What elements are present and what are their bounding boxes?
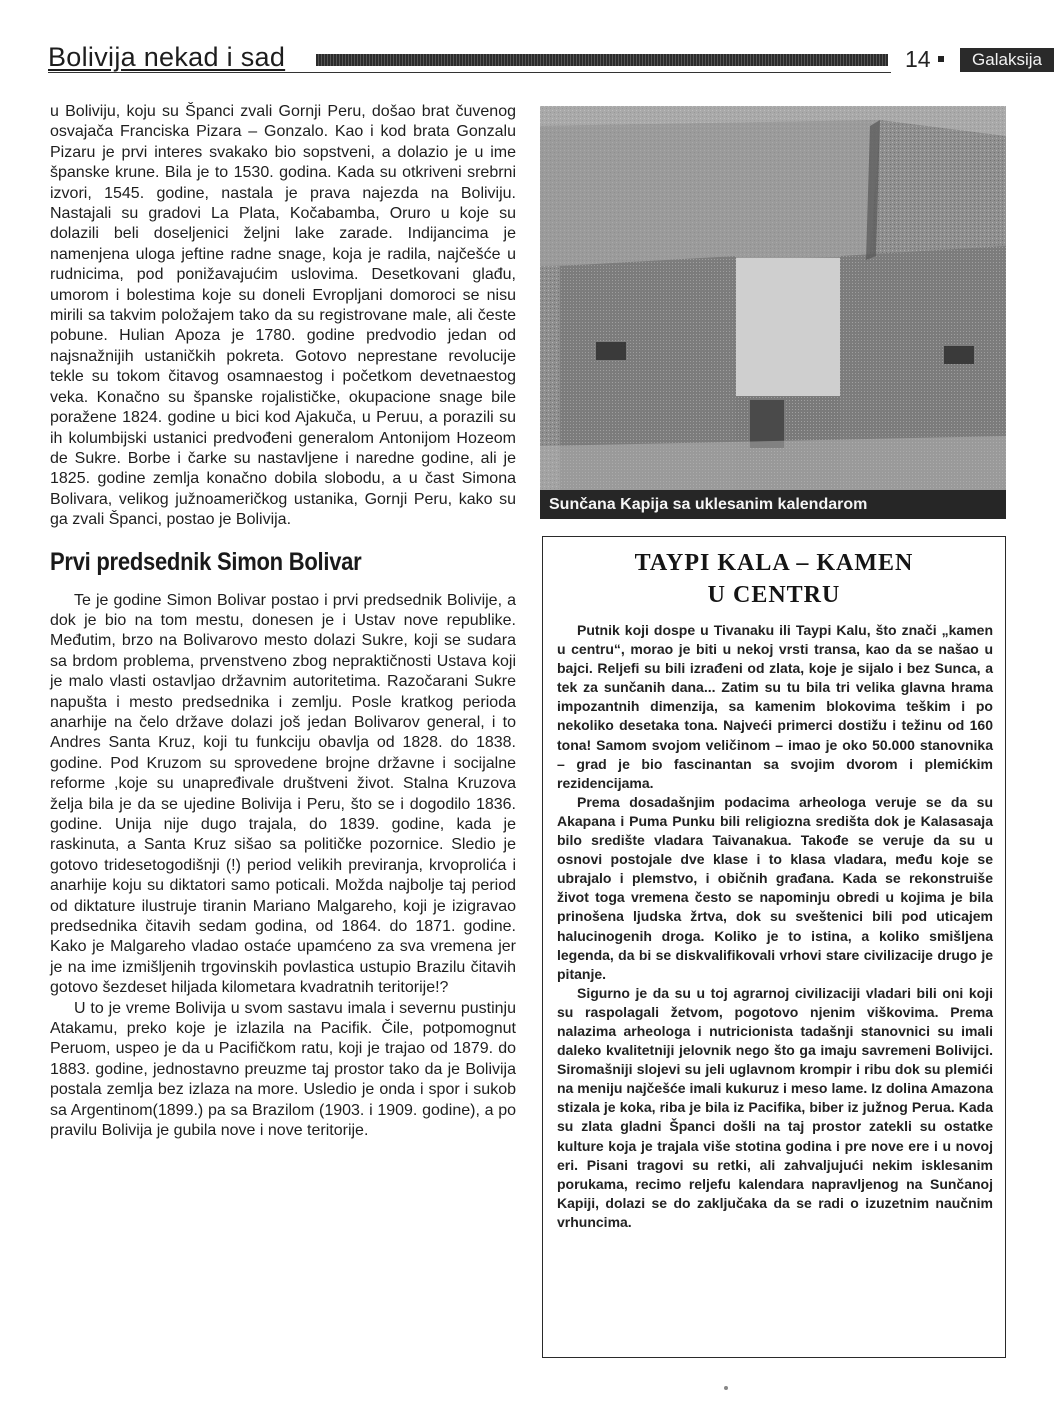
page-number: 14	[905, 46, 931, 72]
sidebar-title-line: TAYPI KALA – KAMEN	[634, 550, 914, 576]
sidebar-paragraph: Sigurno je da su u toj agrarnoj civilizaciji vladari bili oni koji su raspolagali žetvom, pogotovo njenim viškovima. Prema nalazima arheologa i nutricionista tadašnji stanovnici su imali daleko kvalitetniji jelovnik nego što ga imaju savremeni Bolivijci. Siromašniji slojevi su jeli uglavnom krompir i ribu dok su plemići na meniju najčešće imali kukuruz i meso lame. Iz dolina Amazona stizala je koka, riba je bila iz Pacifika, biber iz južnog Perua. Kada su zlata gladni Španci došli na taj prostor zatekli su ostatke kulture koja je trajala više stotina godina i pre nove ere i u novoj eri. Pisani tragovi su retki, ali zahvaljujući nekim isklesanim porukama, recimo reljefu kalendara napravljenog na Sunčanoj Kapiji, dolazi se do zaključaka da se radi o izuzetnim naučnim vrhuncima.	[557, 984, 993, 1230]
header-underline	[48, 72, 891, 73]
article-paragraph: u Boliviju, koju su Španci zvali Gornji Peru, došao brat čuvenog osvajača Franciska Pizara – Gonzalo. Kao i kod brata Gonzalu Pizaru je prvi interes svakako bio sopstveni, a dolazio je u ime španske krune. Bila je to 1530. godina. Kada su otkriveni srebrni izvori, 1545. godine, nastala je prava najezda na Boliviju. Nastajali su gradovi La Plata, Kočabamba, Oruro u koje su dolazili beli doseljenici željni lake zarade. Indijancima je namenjena uloga jeftine radne snage, koja je radila, najčešće u rudnicima, pod ponižavajućim uslovima. Desetkovani glađu, umorom i bolestima koje su doneli Evropljani domoroci se nisu mirili sa takvim položajem tako da su registrovane male, ali česte pobune. Hulian Apoza je 1780. godine predvodio jedan od najsnažnijih ustaničkih pokreta. Gotovo neprestane revolucije tekle su tokom čitavog osamnaestog i početkom devetnaestog veka. Konačno su španske rojalističke, okupacione snage bile poražene 1824. godine u bici kod Ajakuča, u Peruu, a porazili su ih kolumbijski ustanici predvođeni generalom Antonijom Hozeom de Sukre. Borbe i čarke su nastavljene i naredne godine, ali je 1825. godine zemlja konačno dobila slobodu, a u čast Simona Bolivara, velikog južnoameričkog ustanika, Gornji Peru, kako su ga zvali Španci, postao je Bolivija.	[50, 103, 516, 529]
page-header	[48, 42, 1042, 76]
sun-gate-illustration	[540, 106, 1006, 490]
article-left-column	[50, 102, 516, 1142]
sidebar-box	[542, 536, 1006, 1358]
article-subheading: Prvi predsednik Simon Bolivar	[50, 547, 362, 576]
print-speck	[724, 1386, 728, 1390]
sidebar-paragraph: Prema dosadašnjim podacima arheologa veruje se da su Akapana i Puma Punku bili religiozna središta dok je Kalasasaja bilo središte vladara Taivanakua. Takođe se veruje da su u osnovi postojale dve klase i to klasa vladara, među koje se ubrajalo i plemstvo, i običnih građana. Kada se rekonstruiše život toga vremena često se napominju obredi u kojima je bila prinošena ljudska žrtva, dok su sveštenici bili pod uticajem halucinogenih droga. Koliko je to istina, a koliko smišljena legenda, da bi se diskvalifikovali vrhovi stare civilizacije drugo je pitanje.	[557, 793, 993, 982]
sidebar-title	[543, 547, 1005, 611]
header-bullet	[938, 56, 944, 62]
sidebar-body	[557, 621, 993, 1232]
photo-caption: Sunčana Kapija sa uklesanim kalendarom	[540, 490, 1006, 519]
article-paragraph: U to je vreme Bolivija u svom sastavu imala i severnu pustinju Atakamu, preko koje je izlazila na Pacifik. Čile, potpomognut Peruom, uspeo je da u Pacifičkom ratu, koji je trajao od 1879. do 1883. godine, jednostavno preuzme taj prostor tako da je Bolivija postala zemlja bez izlaza na more. Usledio je onda i spor i sukob sa Argentinom(1899.) pa sa Brazilom (1903. i 1909. godine), a po pravilu Bolivija je gubila nove i nove teritorije.	[50, 999, 516, 1140]
sun-gate-photo	[540, 106, 1006, 490]
sidebar-paragraph: Putnik koji dospe u Tivanaku ili Taypi Kalu, što znači „kamen u centru“, morao je biti u nekoj vrsti transa, kao da se našao u bajci. Reljefi su bili izrađeni od zlata, koje je sijalo i bez Sunca, a tek za sunčanih dana... Zatim su tu bila tri velika glavna hrama impozantnih dimenzija, sa kamenim blokovima teškim i po nekoliko desetaka tona. Najveći primerci dostižu i težinu od 160 tona! Samom svojom veličinom – imao je oko 50.000 stanovnika – grad je bio fascinantan sa svojim dvorom i plemićkim rezidencijama.	[557, 622, 993, 791]
sidebar-title-line: U CENTRU	[707, 582, 841, 608]
running-title: Bolivija nekad i sad	[48, 42, 286, 72]
section-badge: Galaksija	[960, 48, 1054, 72]
article-paragraph: Te je godine Simon Bolivar postao i prvi predsednik Bolivije, a dok je bio na tom mestu, donesen je i Ustav nove republike. Međutim, brzo na Bolivarovo mesto dolazi Sukre, koji se sudara sa brdom problema, prvenstveno zbog nepraktičnosti Ustava koji je malo vlasti ostavljao državnim autoritetima. Razočarani Sukre napušta i mesto predsednika i zemlju. Posle kratkog perioda anarhije na čelo države dolazi još jedan Bolivarov general, i to Andres Santa Kruz, koji tu funkciju obavlja od 1828. do 1838. godine. Pod Kruzom su sprovedene brojne državne i socijalne reforme ,koje su unapređivale društveni život. Stalna Kruzova želja bila je da se ujedine Bolivija i Peru, što se i dogodilo 1836. godine. Unija nije dugo trajala, do 1839. godine, kada je raskinuta, a Santa Kruz sišao sa političke pozornice. Sledio je gotovo tridesetogodišnji (!) period velikih previranja, krvoprolića i anarhije koju su diktatori samo poticali. Možda najbolje taj period od diktature ilustruje tiranin Mariano Malgareho, koji je izigravao predsednika čitavih sedam godina, od 1864. do 1871. godine. Kako je Malgareho vladao ostaće upamćeno za sva vremena jer je na ime izmišljenih trgovinskih povlastica ustupio Brazilu čitavih gotovo šezdeset hiljada kilometara kvadratnih teritorije!?	[50, 591, 516, 997]
header-decorative-rule	[316, 54, 888, 66]
